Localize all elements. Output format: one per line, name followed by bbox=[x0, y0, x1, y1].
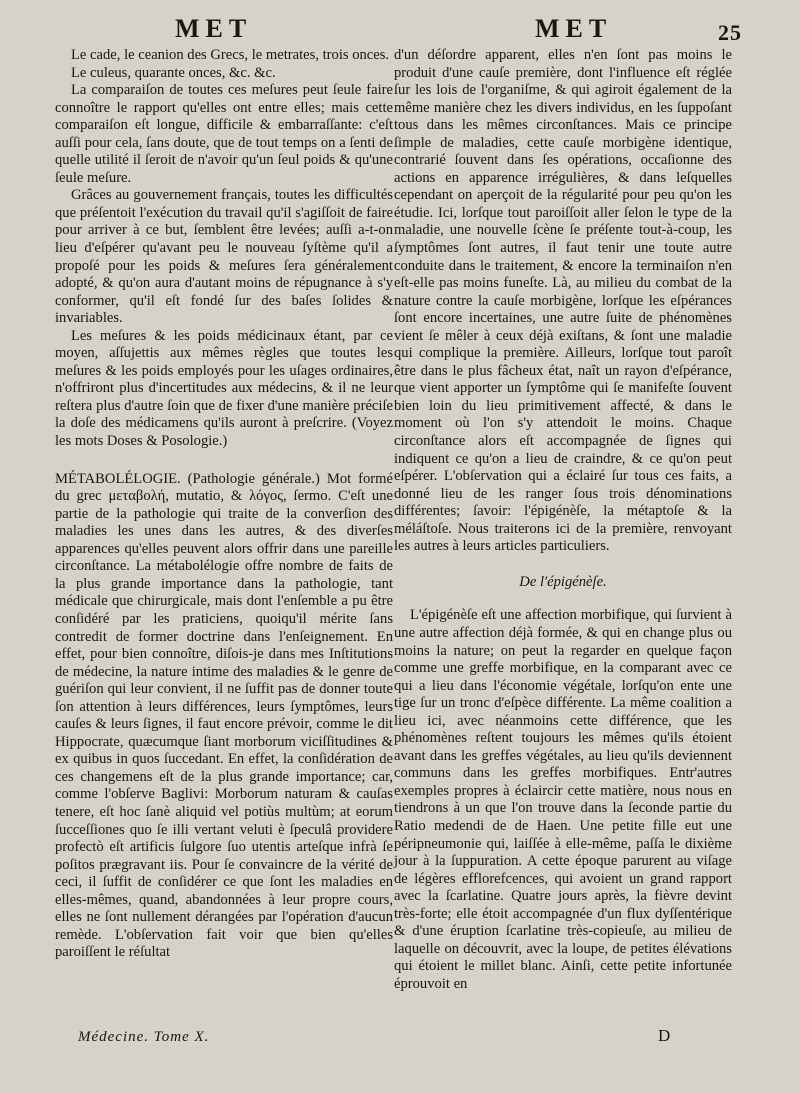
left-column bbox=[55, 47, 393, 962]
paragraph: Les meſures & les poids médicinaux étant, par ce moyen, aſſujettis aux mêmes règles que toutes les meſures & les poids employés pour les uſages ordinaires, n'offriront plus d'incertitudes aux médecins, & il ne leur reſtera plus d'autre ſoin que de fixer d'une manière préciſe la doſe des médicamens qu'ils auront à preſcrire. (Voyez les mots Doses & Posologie.) bbox=[55, 327, 393, 450]
paragraph: Le culeus, quarante onces, &c. &c. bbox=[71, 64, 276, 81]
footer-volume: Médecine. Tome X. bbox=[78, 1029, 210, 1045]
right-column bbox=[394, 47, 732, 993]
signature-mark: D bbox=[658, 1026, 671, 1045]
paragraph: La comparaiſon de toutes ces meſures peut ſeule faire connoître le rapport qu'elles ont entre elles; mais cette comparaiſon eſt longue, difficile & embarraſſante: c'eſt auſſi pour cela, ſans doute, que de tout temps on a ſenti de quelle utilité il ſeroit de n'avoir qu'un ſeul poids & qu'une ſeule meſure. bbox=[55, 82, 393, 186]
page-number: 25 bbox=[718, 20, 742, 45]
paragraph: Le cade, le ceanion des Grecs, le metrates, trois onces. bbox=[71, 47, 390, 63]
paragraph: Grâces au gouvernement français, toutes les difficultés que préſentoit l'exécution du travail qu'il s'agiſſoit de faire pour arriver à ce but, ſemblent être levées; auſſi a-t-on lieu d'eſpérer qu'avant peu le nouveau ſyſtème qu'il a propoſé pour les poids & meſures ſera généralement adopté, & qu'on aura d'autant moins de répugnance à s'y conformer, qu'il eſt fondé ſur des baſes ſolides & invariables. bbox=[55, 187, 393, 327]
section-heading: De l'épigénèſe. bbox=[519, 573, 607, 590]
running-head-right: MET bbox=[535, 14, 613, 43]
running-head-left: MET bbox=[175, 14, 253, 43]
dictionary-entry-metabolelogie: MÉTABOLÉLOGIE. (Pathologie générale.) Mot formé du grec μεταβολή, mutatio, & λόγος, ſermo. C'eſt une partie de la pathologie qui traite de la converſion des maladies les unes dans les autres, & des diverſes apparences qu'elles peuvent alors offrir dans une pareille circonſtance. La métabolélogie offre nombre de faits de la plus grande importance dans la pathologie, tant médicale que chirurgicale, mais dont l'enſemble a pu être conſidéré par les praticiens, quoiqu'il mérite ſans contredit de former doctrine dans l'enſeignement. En effet, pour bien connoître, diſois-je dans mes Inſtitutions de médecine, la nature intime des maladies & le genre de guériſon qui leur convient, il ne ſuffit pas de donner toute ſon attention à leurs différences, leurs ſymptômes, leurs cauſes & leurs ſignes, il faut encore prévoir, comme le dit Hippocrate, quæcumque ſiant morborum viciſſitudines & ex quibus in quos ſuccedant. En effet, la conſidération de ces changemens eſt de la plus grande importance; car, comme l'obſerve Baglivi: Morborum naturam & cauſas tenere, eſt hoc ſanè aliquid vel potiùs multùm; at eorum ſucceſſiones quo ſe illi vertant veluti è ſpeculâ providere profectò eſt artificis ſulgore ſuo utentis arteſque infrà ſe poſitos prægravant iis. Pour ſe convaincre de la vérité de ceci, il ſuffit de conſidérer ce que ſont les maladies en elles-mêmes, quand, abandonnées à leur propre cours, elles ne ſont nullement dérangées par l'opération d'aucun remède. L'obſervation fait voir que bien qu'elles paroiſſent le réſultat bbox=[55, 470, 393, 961]
paragraph: d'un déſordre apparent, elles n'en ſont pas moins le produit d'une cauſe première, dont l'influence eſt réglée ſur les lois de l'organiſme, & qui agiroit également de la même manière chez les divers individus, en les ſuppoſant tous dans les mêmes circonſtances. Mais ce principe ſimple de maladies, cette cauſe morbigène identique, contrarié ſouvent dans ſes opérations, occaſionne des actions en apparence irrégulières, & dans leſquelles cependant on aperçoit de la régularité pour peu qu'on les étudie. Ici, lorſque tout paroiſſoit aller ſelon le type de la maladie, une nouvelle ſcène ſe préſente tout-à-coup, les ſymptômes ſont autres, il faut tenir une toute autre conduite dans le traitement, & encore la terminaiſon n'en eſt-elle pas moins funeſte. Là, au milieu du combat de la nature contre la cauſe morbigène, lorſque les eſpérances ſont encore incertaines, une autre ſuite de phénomènes vient ſe mêler à ceux déjà exiſtans, & ſont une maladie qui complique la première. Ailleurs, lorſque tout paroît être dans le plus fâcheux état, naît un rayon d'eſpérance, que vient apporter un ſymptôme qui ſe manifeſte ſouvent bien loin du lieu primitivement affecté, & dans le moment où l'on s'y attendoit le moins. Chaque circonſtance alors eſt accompagnée de ſignes qui indiquent ce qu'on a lieu de craindre, & ce qu'on peut eſpérer. L'obſervation qui a éclairé ſur tous ces faits, a donné lieu de les ranger ſous trois dénominations différentes; ſavoir: l'épigénèſe, la métaptoſe & la méláſtoſe. Nous traiterons ici de la première, renvoyant les autres à leurs articles particuliers. bbox=[394, 47, 732, 555]
paragraph: L'épigénèſe eſt une affection morbifique, qui ſurvient à une autre affection déjà formée, & qui en change plus ou moins la nature; on peut la regarder en quelque façon comme une greffe morbifique, en la comparant avec ce qui a lieu dans l'économie végétale, lorſqu'on ente une tige ſur un tronc d'eſpèce différente. La même coalition a lieu ici, avec néanmoins cette différence, que les phénomènes reſtent toujours les mêmes qu'ils étoient avant dans les greffes végétales, au lieu qu'ils deviennent communs dans les greffes morbifiques. Entr'autres exemples propres à éclaircir cette matière, nous nous en tiendrons à un que l'on trouve dans la ſeconde partie du Ratio medendi de de Haen. Une petite fille eut une péripneumonie qui, laiſſée à elle-même, paſſa le dixième jour à la ſuppuration. A cette époque parurent au viſage de légères efflorefcences, qui avoient un grand rapport avec la ſcarlatine. Quatre jours après, la fièvre devint très-forte; elle étoit accompagnée d'un flux dyſſentérique & d'une éruption ſcarlatine très-copieuſe, au milieu de laquelle on découvrit, avec la loupe, de petites élévations qui étoient le millet blanc. Ainſi, cette petite infortunée éprouvoit en bbox=[394, 607, 732, 992]
